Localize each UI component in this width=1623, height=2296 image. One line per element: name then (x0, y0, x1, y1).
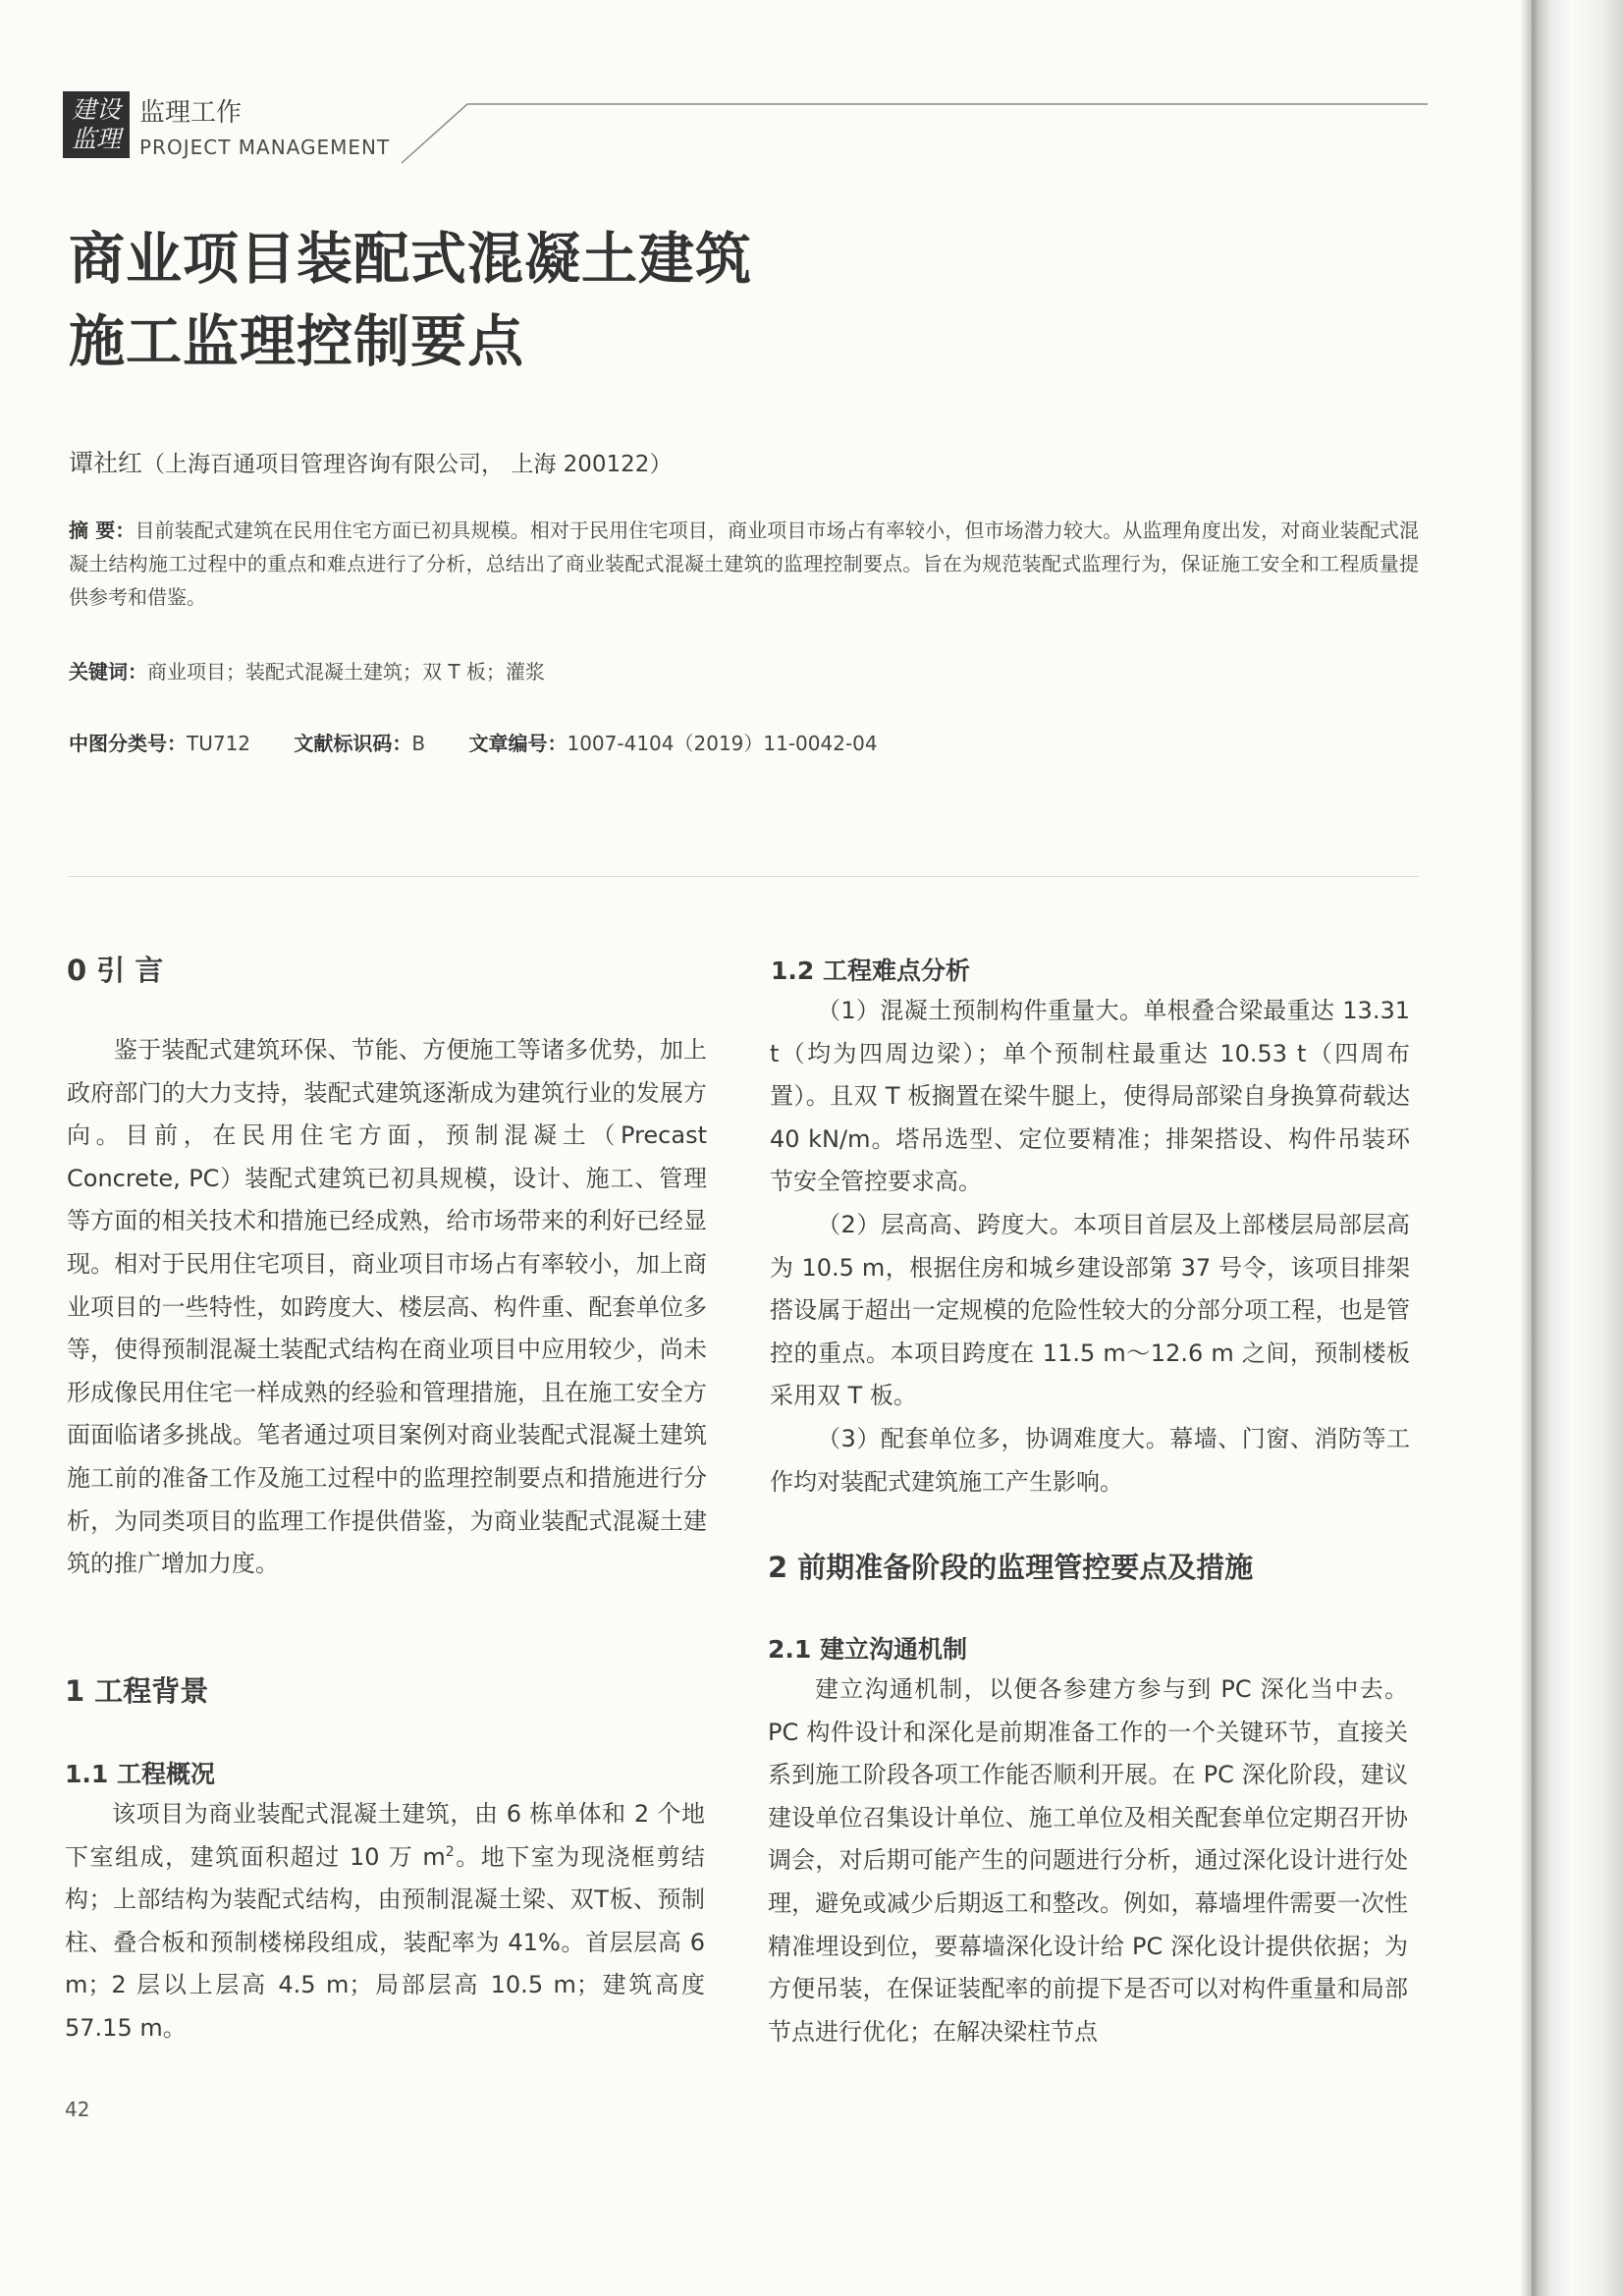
difficulty-body (770, 990, 1410, 1503)
article-number-label: 文章编号： (468, 732, 568, 755)
section-name-cn: 监理工作 (139, 98, 243, 128)
overview-text-2: 。地下室为现浇框剪结构；上部结构为装配式结构，由预制混凝土梁、双T板、预制柱、叠合板和预制楼梯段组成，装配率为 41%。首层层高 6 m；2 层以上层高 4.5 m；局部层高 10.5 m；建筑高度 57.15 m。 (65, 1842, 705, 2042)
difficulty-paragraph-2: （2）层高高、跨度大。本项目首层及上部楼层局部层高为 10.5 m，根据住房和城乡建设部第 37 号令，该项目排架搭设属于超出一定规模的危险性较大的分部分项工程，也是管控的重点。本项目跨度在 11.5 m～12.6 m 之间，预制楼板采用双 T 板。 (770, 1210, 1410, 1410)
abstract-label: 摘 要： (69, 519, 135, 542)
keywords-text: 商业项目；装配式混凝土建筑；双 T 板；灌浆 (147, 660, 545, 683)
difficulty-paragraph-3: （3）配套单位多，协调难度大。幕墙、门窗、消防等工作均对装配式建筑施工产生影响。 (770, 1424, 1410, 1496)
title-line-2: 施工监理控制要点 (69, 309, 524, 374)
title-line-1: 商业项目装配式混凝土建筑 (69, 227, 752, 292)
overview-superscript: 2 (445, 1843, 455, 1860)
overview-paragraph (65, 1793, 705, 2050)
abstract (69, 514, 1419, 614)
abstract-text: 目前装配式建筑在民用住宅方面已初具规模。相对于民用住宅项目，商业项目市场占有率较小，但市场潜力较大。从监理角度出发，对商业装配式混凝土结构施工过程中的重点和难点进行了分析，总结出了商业装配式混凝土建筑的监理控制要点。旨在为规范装配式监理行为，保证施工安全和工程质量提供参考和借鉴。 (69, 519, 1419, 609)
communication-body (768, 1668, 1408, 2053)
doc-code-label: 文献标识码： (294, 732, 412, 755)
heading-communication: 2.1 建立沟通机制 (768, 1635, 967, 1664)
doc-code-value: B (411, 732, 426, 755)
classification-line (69, 728, 915, 756)
keywords-label: 关键词： (69, 660, 147, 683)
author-affiliation: （上海百通项目管理咨询有限公司， 上海 200122） (142, 452, 673, 477)
journal-logo: 建设监理 (63, 91, 130, 158)
communication-paragraph: 建立沟通机制，以便各参建方参与到 PC 深化当中去。PC 构件设计和深化是前期准备工作的一个关键环节，直接关系到施工阶段各项工作能否顺利开展。在 PC 深化阶段，建议建设单位召集设计单位、施工单位及相关配套单位定期召开协调会，对后期可能产生的问题进行分析，通过深化设计进行处理，避免或减少后期返工和整改。例如，幕墙埋件需要一次性精准埋设到位，要幕墙深化设计给 PC 深化设计提供依据；为方便吊装，在保证装配率的前提下是否可以对构件重量和局部节点进行优化；在解决梁柱节点 (768, 1675, 1408, 2046)
author-name: 谭社红 (69, 449, 143, 477)
heading-preparation: 2 前期准备阶段的监理管控要点及措施 (768, 1551, 1254, 1584)
page-number: 42 (65, 2098, 90, 2121)
heading-introduction: 0 引 言 (67, 954, 164, 987)
heading-background: 1 工程背景 (65, 1674, 209, 1708)
clc-value: TU712 (187, 732, 251, 755)
overview-text-1: 该项目为商业装配式混凝土建筑，由 6 栋单体和 2 个地下室组成，建筑面积超过 10 万 m (65, 1800, 705, 1871)
section-name-en: PROJECT MANAGEMENT (139, 136, 391, 159)
introduction-paragraph: 鉴于装配式建筑环保、节能、方便施工等诸多优势，加上政府部门的大力支持，装配式建筑逐渐成为建筑行业的发展方向。目前，在民用住宅方面，预制混凝土（Precast Concrete, PC）装配式建筑已初具规模，设计、施工、管理等方面的相关技术和措施已经成熟，给市场带来的利好已经显现。相对于民用住宅项目，商业项目市场占有率较小，加上商业项目的一些特性，如跨度大、楼层高、构件重、配套单位多等，使得预制混凝土装配式结构在商业项目中应用较少，尚未形成像民用住宅一样成熟的经验和管理措施，且在施工安全方面面临诸多挑战。笔者通过项目案例对商业装配式混凝土建筑施工前的准备工作及施工过程中的监理控制要点和措施进行分析，为同类项目的监理工作提供借鉴，为商业装配式混凝土建筑的推广增加力度。 (67, 1036, 707, 1578)
introduction-body (67, 1029, 707, 1586)
book-spine (1532, 0, 1623, 2296)
difficulty-paragraph-1: （1）混凝土预制构件重量大。单根叠合梁最重达 13.31 t（均为四周边梁）；单个预制柱最重达 10.53 t（四周布置）。且双 T 板搁置在梁牛腿上，使得局部梁自身换算荷载达 40 kN/m。塔吊选型、定位要精准；排架搭设、构件吊装环节安全管控要求高。 (770, 997, 1410, 1196)
header-divider (69, 876, 1419, 877)
overview-body (65, 1793, 705, 2050)
heading-overview: 1.1 工程概况 (65, 1760, 215, 1788)
article-title (69, 218, 752, 383)
article-number-value: 1007-4104（2019）11-0042-04 (567, 732, 878, 755)
author-line (69, 444, 672, 479)
clc-label: 中图分类号： (69, 732, 187, 755)
heading-difficulty: 1.2 工程难点分析 (771, 957, 970, 985)
header-rule (63, 96, 1428, 165)
keywords (69, 656, 545, 684)
